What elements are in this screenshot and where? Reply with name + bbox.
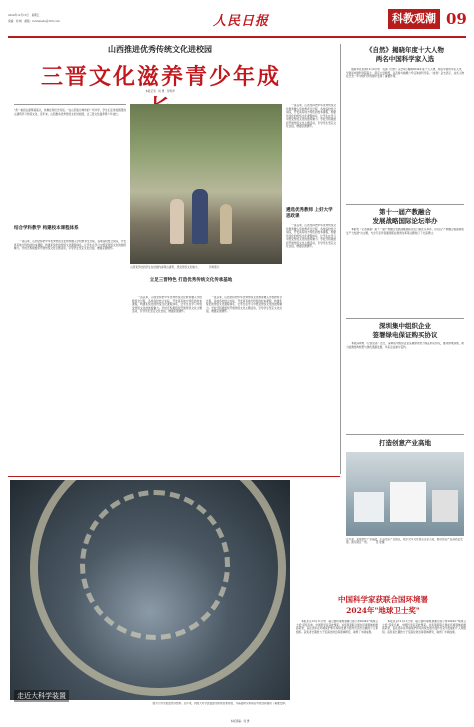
edition-line: 责编：刘 畅 邮箱：renrenedu@163.com — [8, 20, 60, 23]
lead-photo — [130, 104, 282, 264]
lead-body-col-1: 一直以来，山西坚持把中华优秀传统文化教育融入学校教育全过程，各地各校结合实际，开发具有地方特色的校本课程，构建系统化的传统文化课程体系，让学生在学习中感受传统文化的独特魅力。学校还积极组织开展传统文化主题活动，引导学生坚定文化自信，增强家国情怀。 — [14, 240, 126, 250]
bottom-body-col-2: 本报北京12月11日电 联合国环境规划署日前公布2024年"地球卫士奖"获奖名单，中国科学家获此殊荣。该奖项是联合国在环境领域的最高荣誉，旨在表彰在环境保护和可持续发展方面作出突出贡献的个人和组织。获奖者长期致力于荒漠化防治等领域研究，取得了丰硕成果。 — [382, 620, 466, 634]
right-photo-title: 打造创意产业高地 — [379, 439, 431, 447]
date-line: 2024年12月13日 星期五 — [8, 14, 40, 17]
building-2 — [390, 482, 426, 522]
right-article-2-title: 第十一届产教融合 发展战略国际论坛举办 — [372, 208, 438, 225]
right-article-2-body: 本报电（记者黄超）第十一届产教融合发展战略国际论坛日前在京举办。论坛以"产教融合赋能新质生产力发展"为主题，与会专家学者围绕职业教育改革等议题进行了交流研讨。 — [346, 228, 464, 235]
lead-body-col-4: 一直以来，山西坚持把中华优秀传统文化教育融入学校教育全过程，各地各校结合实际，开发具有地方特色的校本课程，构建系统化的传统文化课程体系，让学生在学习中感受传统文化的独特魅力。学校还积极组织开展传统文化主题活动，引导学生坚定文化自信，增强家国情怀。 — [286, 104, 336, 128]
section-badge — [388, 9, 440, 29]
section-title: 科教观潮 — [392, 12, 436, 25]
lead-headline: 三晋文化滋养青少年成 — [40, 64, 281, 90]
right-article-1-body: 据新华社伦敦12月9日电 英国《自然》杂志9日揭晓2024年度十大人物，两名中国科学家入选，分别是中国科学院院士、南京大学教授，以及参与嫦娥六号任务的科学家。《自然》杂志表示，这些人物在过去一年中的科学进展中发挥了重要作用。 — [346, 68, 464, 78]
bottom-photo — [10, 480, 290, 700]
column-divider-left — [340, 44, 341, 474]
lead-subhead-3: 遴选优秀教师 上好大学思政课 — [286, 208, 333, 219]
footer-credit: 本版责编：何 勇 — [230, 720, 250, 723]
bottom-section-rule — [8, 476, 340, 477]
lead-byline: 本报记者 何 勇 付明翠 — [145, 90, 175, 93]
bottom-photo-caption: 图为大科学装置内部结构。近年来，我国大科学装置建设取得显著进展，为基础研究和前沿科技创新提供了重要支撑。 — [152, 702, 288, 705]
lead-intro: "我一看到古建筑就高兴，仿佛在和历史对话。"在山西省运城市的一所中学，学生们走进校园里的古建筑学习传统文化。近年来，山西推动优秀传统文化进校园，让三晋文化滋养青少年成长。 — [14, 104, 126, 227]
lead-body-col-2: 一直以来，山西坚持把中华优秀传统文化教育融入学校教育全过程，各地各校结合实际，开发具有地方特色的校本课程，构建系统化的传统文化课程体系，让学生在学习中感受传统文化的独特魅力。学校还积极组织开展传统文化主题活动，引导学生坚定文化自信，增强家国情怀。 — [132, 296, 202, 313]
lead-body-col-3: 一直以来，山西坚持把中华优秀传统文化教育融入学校教育全过程，各地各校结合实际，开发具有地方特色的校本课程，构建系统化的传统文化课程体系，让学生在学习中感受传统文化的独特魅力。学校还积极组织开展传统文化主题活动，引导学生坚定文化自信，增强家国情怀。 — [206, 296, 282, 313]
building-3 — [432, 490, 458, 522]
photo-figure-1 — [170, 199, 184, 244]
lead-photo-caption: 山西某学校的学生在校园内参观古建筑，感受传统文化魅力。 资料照片 — [130, 266, 220, 269]
bottom-photo-label: 走近大科学装置 — [14, 690, 69, 702]
masthead-rule — [8, 36, 466, 38]
right-photo — [346, 452, 464, 536]
bottom-headline: 中国科学家获联合国环境署 2024年"地球卫士奖" — [338, 595, 428, 615]
lead-body-col-5: 一直以来，山西坚持把中华优秀传统文化教育融入学校教育全过程，各地各校结合实际，开发具有地方特色的校本课程，构建系统化的传统文化课程体系，让学生在学习中感受传统文化的独特魅力。学校还积极组织开展传统文化主题活动，引导学生坚定文化自信，增强家国情怀。 — [286, 224, 336, 248]
masthead — [8, 8, 466, 34]
photo-dome-inner — [80, 490, 230, 640]
right-article-1-title: 《自然》揭晓年度十大人物 两名中国科学家入选 — [366, 46, 444, 63]
bottom-body-col-1: 本报北京12月11日电 联合国环境规划署日前公布2024年"地球卫士奖"获奖名单，中国科学家获此殊荣。该奖项是联合国在环境领域的最高荣誉，旨在表彰在环境保护和可持续发展方面作出突出贡献的个人和组织。获奖者长期致力于荒漠化防治等领域研究，取得了丰硕成果。 — [296, 620, 378, 634]
lead-subhead-2: 立足三晋特色 打造优秀传统文化传承基地 — [149, 278, 233, 283]
photo-figure-2 — [192, 189, 208, 244]
right-divider-3 — [346, 434, 464, 435]
photo-figure-3 — [220, 204, 232, 244]
right-divider-1 — [346, 204, 464, 205]
newspaper-logo: 人民日报 — [213, 14, 270, 29]
page-number: 09 — [446, 10, 467, 28]
building-1 — [354, 492, 384, 522]
lead-kicker: 山西推进优秀传统文化进校园 — [108, 44, 212, 54]
right-article-3-title: 深圳集中组织企业 签署绿电保证购买协议 — [372, 322, 438, 339]
right-article-3-body: 本报深圳电（记者吴冰）近日，深圳集中组织企业签署绿色电力保证购买协议，推动绿电消费，助力能源结构转型与绿色低碳发展，多家企业参与签约。 — [346, 342, 464, 349]
right-divider-2 — [346, 318, 464, 319]
right-photo-caption: 近年来，某地依托产业基础，打造创意产业园区，吸引众多文化创意企业入驻，推动创意产业高质量发展。图为园区一角。 张 欣摄 — [346, 538, 463, 545]
lead-subhead-1: 结合学科教学 构建校本课程体系 — [14, 226, 79, 231]
